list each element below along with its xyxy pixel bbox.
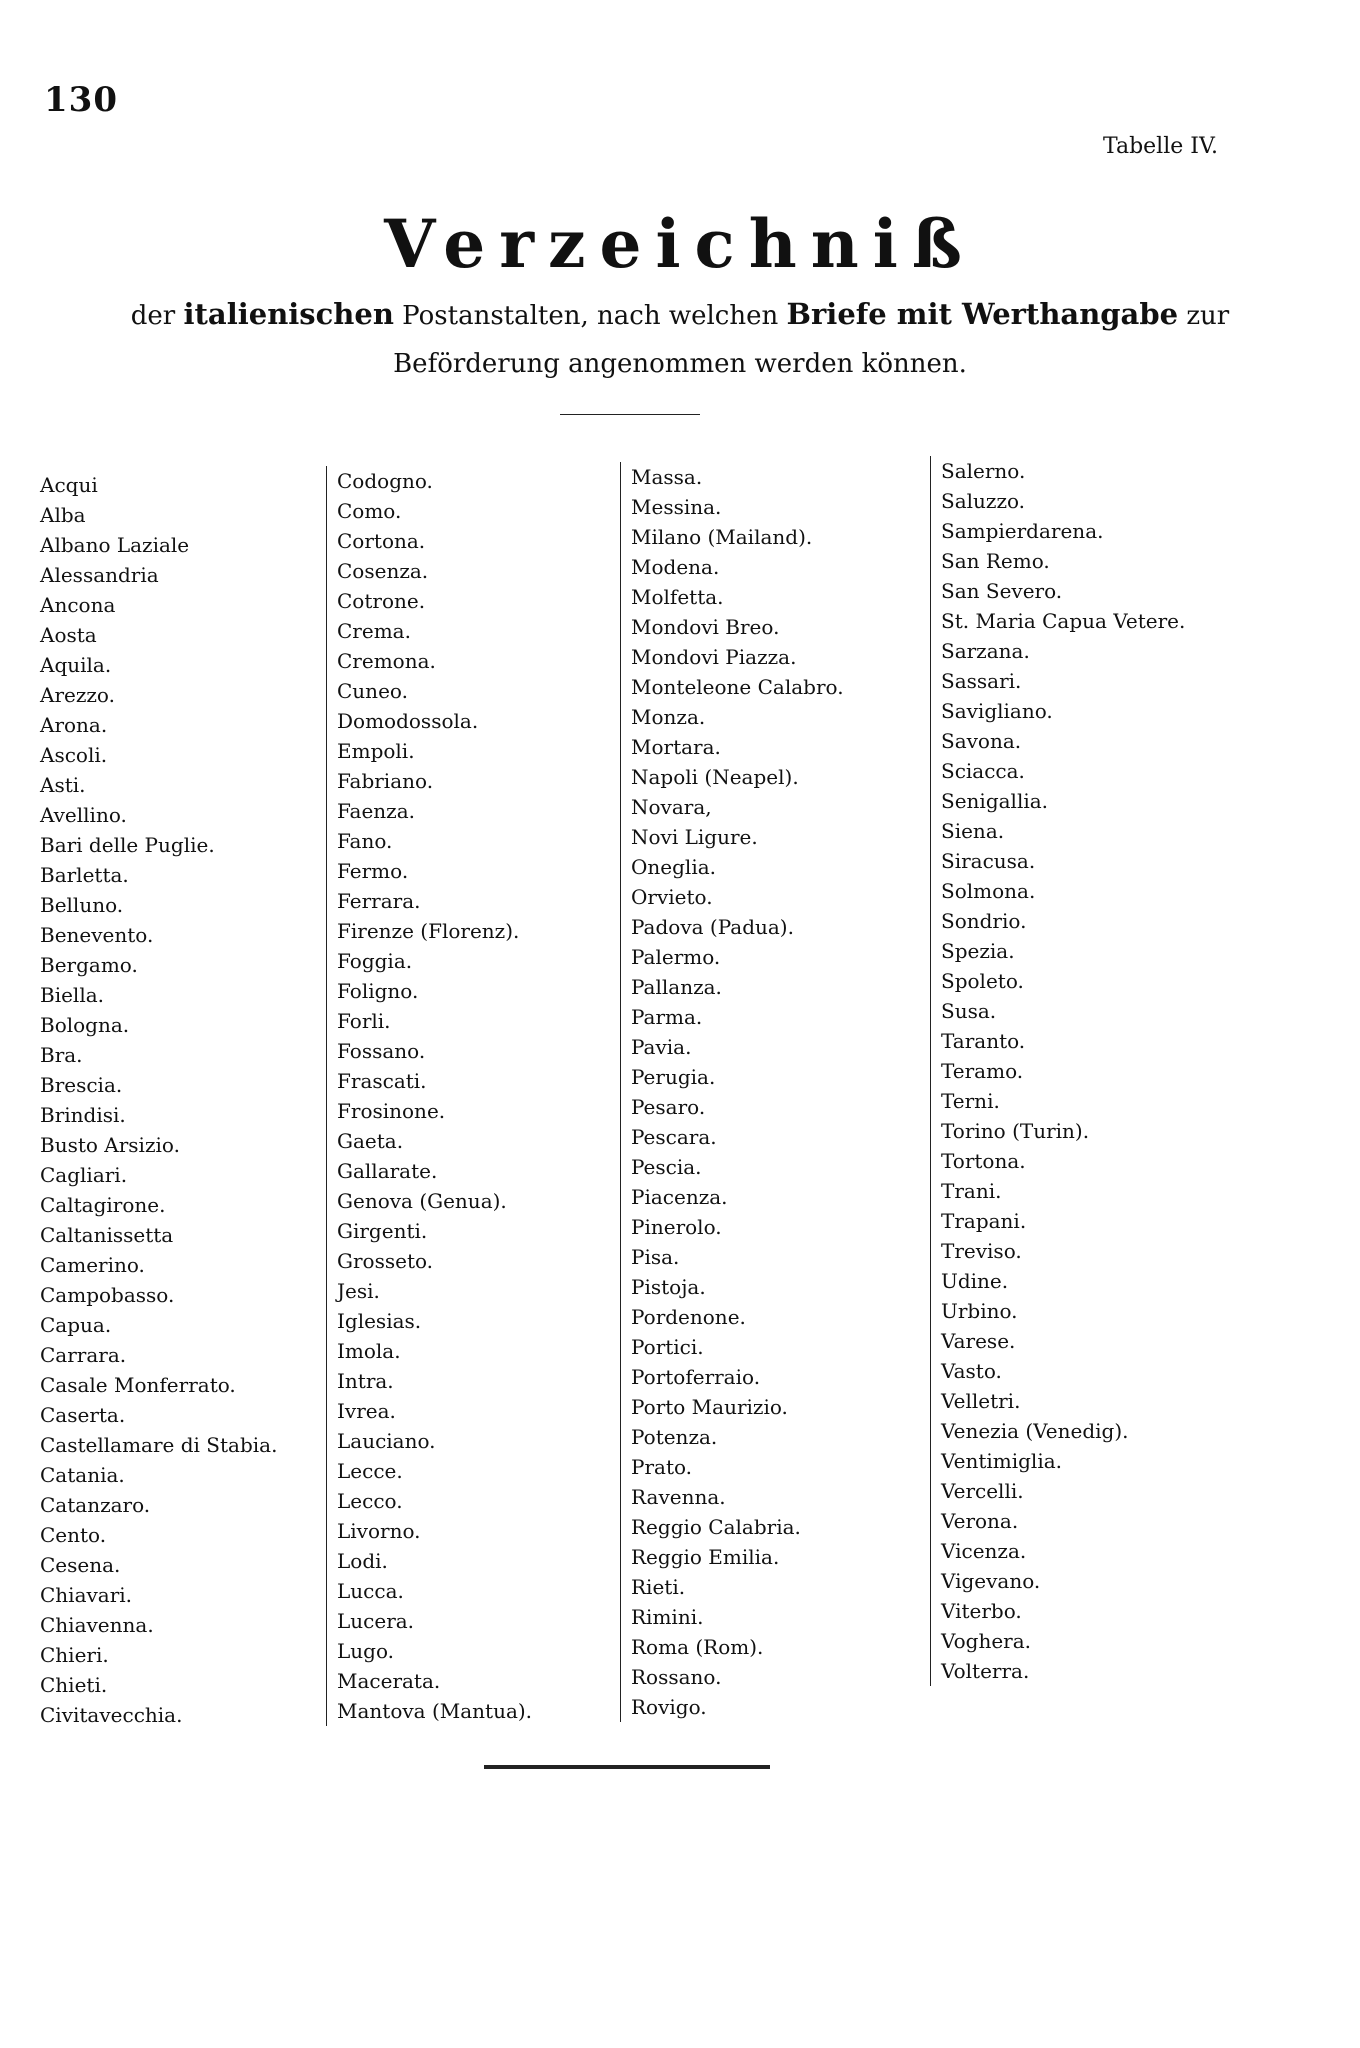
list-item: Ancona (40, 593, 116, 617)
list-item: Trapani. (941, 1209, 1027, 1233)
list-item: Lauciano. (337, 1429, 436, 1453)
list-item: Lucca. (337, 1579, 404, 1603)
list-item: Firenze (Florenz). (337, 919, 520, 943)
list-item: Fano. (337, 829, 393, 853)
list-item: Viterbo. (941, 1599, 1022, 1623)
list-item: Forli. (337, 1009, 391, 1033)
list-item: Tortona. (941, 1149, 1026, 1173)
list-item: Intra. (337, 1369, 394, 1393)
list-item: Potenza. (631, 1425, 718, 1449)
list-item: Portici. (631, 1335, 704, 1359)
list-item: Sampierdarena. (941, 519, 1104, 543)
list-item: Cagliari. (40, 1163, 128, 1187)
list-item: Catanzaro. (40, 1493, 151, 1517)
list-item: Genova (Genua). (337, 1189, 507, 1213)
list-item: Caltagirone. (40, 1193, 166, 1217)
list-item: San Severo. (941, 579, 1063, 603)
list-item: Taranto. (941, 1029, 1026, 1053)
list-item: Susa. (941, 999, 997, 1023)
table-label: Tabelle IV. (1103, 134, 1218, 159)
list-item: Perugia. (631, 1065, 716, 1089)
list-item: Milano (Mailand). (631, 525, 813, 549)
list-item: Messina. (631, 495, 722, 519)
list-item: Treviso. (941, 1239, 1022, 1263)
list-item: Senigallia. (941, 789, 1049, 813)
list-item: Cuneo. (337, 679, 408, 703)
list-item: Caserta. (40, 1403, 126, 1427)
list-item: Camerino. (40, 1253, 145, 1277)
list-item: Chieri. (40, 1643, 109, 1667)
list-item: Pescara. (631, 1125, 717, 1149)
list-item: Ferrara. (337, 889, 421, 913)
list-item: Rimini. (631, 1605, 704, 1629)
list-item: Campobasso. (40, 1283, 175, 1307)
list-item: Benevento. (40, 923, 154, 947)
list-item: Albano Laziale (40, 533, 190, 557)
list-item: Mondovi Breo. (631, 615, 780, 639)
list-item: Pescia. (631, 1155, 702, 1179)
list-item: Foggia. (337, 949, 413, 973)
bottom-rule (484, 1765, 770, 1769)
list-item: Brescia. (40, 1073, 123, 1097)
list-item: Spezia. (941, 939, 1015, 963)
list-item: Macerata. (337, 1669, 441, 1693)
subtitle-part3: zur (1178, 301, 1230, 331)
column-3 (620, 462, 844, 1722)
list-item: Siena. (941, 819, 1005, 843)
list-item: Terni. (941, 1089, 1000, 1113)
list-item: Bologna. (40, 1013, 130, 1037)
list-item: Massa. (631, 465, 703, 489)
list-item: Pinerolo. (631, 1215, 722, 1239)
list-item: Novara, (631, 795, 712, 819)
list-item: Crema. (337, 619, 411, 643)
list-item: Pisa. (631, 1245, 680, 1269)
list-item: Porto Maurizio. (631, 1395, 788, 1419)
list-item: Biella. (40, 983, 105, 1007)
list-item: Cosenza. (337, 559, 429, 583)
list-item: Caltanissetta (40, 1223, 174, 1247)
list-item: Orvieto. (631, 885, 713, 909)
list-item: Rieti. (631, 1575, 686, 1599)
list-item: Lodi. (337, 1549, 388, 1573)
subtitle-line2: Beförderung angenommen werden können. (393, 349, 967, 379)
list-item: Rossano. (631, 1665, 722, 1689)
list-item: Sciacca. (941, 759, 1025, 783)
list-item: Brindisi. (40, 1103, 126, 1127)
list-item: Volterra. (941, 1659, 1030, 1683)
list-item: Napoli (Neapel). (631, 765, 799, 789)
list-item: Ascoli. (40, 743, 108, 767)
list-item: Velletri. (941, 1389, 1021, 1413)
list-item: Frosinone. (337, 1099, 446, 1123)
list-item: St. Maria Capua Vetere. (941, 609, 1186, 633)
list-item: Parma. (631, 1005, 703, 1029)
list-item: Acqui (40, 473, 98, 497)
subtitle-part1: der (130, 301, 184, 331)
list-item: Mondovi Piazza. (631, 645, 797, 669)
list-item: Portoferraio. (631, 1365, 761, 1389)
list-item: Fabriano. (337, 769, 434, 793)
list-item: Foligno. (337, 979, 419, 1003)
list-item: Torino (Turin). (941, 1119, 1090, 1143)
subtitle (80, 290, 1280, 388)
list-item: Belluno. (40, 893, 124, 917)
list-item: Bari delle Puglie. (40, 833, 215, 857)
subtitle-part2: Postanstalten, nach welchen (393, 301, 787, 331)
list-item: Grosseto. (337, 1249, 434, 1273)
page-title: Verzeichniß (384, 205, 976, 283)
list-item: Aquila. (40, 653, 112, 677)
list-item: Ravenna. (631, 1485, 726, 1509)
list-item: Monteleone Calabro. (631, 675, 844, 699)
list-item: Solmona. (941, 879, 1036, 903)
list-item: Civitavecchia. (40, 1703, 183, 1727)
list-item: Arona. (40, 713, 108, 737)
column-2 (326, 466, 532, 1726)
list-item: Fermo. (337, 859, 409, 883)
page-number: 130 (44, 80, 118, 120)
list-item: Cotrone. (337, 589, 426, 613)
list-item: Chiavenna. (40, 1613, 154, 1637)
list-item: Chieti. (40, 1673, 108, 1697)
subtitle-bold1: italienischen (183, 297, 394, 331)
list-item: Prato. (631, 1455, 693, 1479)
list-item: Avellino. (40, 803, 127, 827)
list-item: Lucera. (337, 1609, 415, 1633)
list-item: Domodossola. (337, 709, 479, 733)
list-item: Molfetta. (631, 585, 724, 609)
list-item: Savona. (941, 729, 1022, 753)
list-item: Piacenza. (631, 1185, 728, 1209)
list-item: Busto Arsizio. (40, 1133, 180, 1157)
column-1 (40, 470, 277, 1730)
list-item: Alessandria (40, 563, 159, 587)
list-item: Pavia. (631, 1035, 692, 1059)
list-item: Gaeta. (337, 1129, 404, 1153)
list-item: Livorno. (337, 1519, 421, 1543)
list-item: Oneglia. (631, 855, 716, 879)
list-item: Cortona. (337, 529, 426, 553)
list-item: Ventimiglia. (941, 1449, 1062, 1473)
list-item: Palermo. (631, 945, 721, 969)
list-item: Teramo. (941, 1059, 1024, 1083)
list-item: Sondrio. (941, 909, 1027, 933)
list-item: Castellamare di Stabia. (40, 1433, 278, 1457)
list-item: Empoli. (337, 739, 415, 763)
list-item: Trani. (941, 1179, 1002, 1203)
subtitle-bold2: Briefe mit Werthangabe (786, 297, 1179, 331)
list-item: Lecco. (337, 1489, 403, 1513)
list-item: Cento. (40, 1523, 107, 1547)
list-item: Sarzana. (941, 639, 1030, 663)
list-item: Savigliano. (941, 699, 1053, 723)
list-item: Faenza. (337, 799, 415, 823)
list-item: Vicenza. (941, 1539, 1027, 1563)
list-item: Lecce. (337, 1459, 403, 1483)
list-item: Bergamo. (40, 953, 138, 977)
list-item: Novi Ligure. (631, 825, 758, 849)
list-item: Spoleto. (941, 969, 1024, 993)
list-item: Cesena. (40, 1553, 121, 1577)
list-item: Venezia (Venedig). (941, 1419, 1129, 1443)
list-item: Jesi. (337, 1279, 380, 1303)
list-item: Reggio Calabria. (631, 1515, 801, 1539)
list-item: Ivrea. (337, 1399, 396, 1423)
list-item: Padova (Padua). (631, 915, 794, 939)
list-item: Verona. (941, 1509, 1019, 1533)
list-item: Mortara. (631, 735, 721, 759)
list-item: Gallarate. (337, 1159, 438, 1183)
list-item: Carrara. (40, 1343, 127, 1367)
list-item: Capua. (40, 1313, 112, 1337)
list-item: Monza. (631, 705, 706, 729)
list-item: Pesaro. (631, 1095, 706, 1119)
list-item: Salerno. (941, 459, 1026, 483)
list-item: San Remo. (941, 549, 1050, 573)
list-item: Udine. (941, 1269, 1009, 1293)
list-item: Como. (337, 499, 402, 523)
list-item: Chiavari. (40, 1583, 133, 1607)
list-item: Alba (40, 503, 86, 527)
list-item: Aosta (40, 623, 97, 647)
list-item: Catania. (40, 1463, 125, 1487)
list-item: Saluzzo. (941, 489, 1026, 513)
list-item: Reggio Emilia. (631, 1545, 780, 1569)
list-item: Lugo. (337, 1639, 395, 1663)
list-item: Pordenone. (631, 1305, 746, 1329)
list-item: Frascati. (337, 1069, 427, 1093)
column-4 (930, 456, 1185, 1686)
list-item: Mantova (Mantua). (337, 1699, 533, 1723)
list-item: Voghera. (941, 1629, 1032, 1653)
list-item: Codogno. (337, 469, 433, 493)
list-item: Pallanza. (631, 975, 722, 999)
list-item: Urbino. (941, 1299, 1018, 1323)
list-item: Casale Monferrato. (40, 1373, 236, 1397)
list-item: Iglesias. (337, 1309, 422, 1333)
list-item: Barletta. (40, 863, 129, 887)
list-item: Girgenti. (337, 1219, 428, 1243)
list-item: Pistoja. (631, 1275, 706, 1299)
list-item: Varese. (941, 1329, 1016, 1353)
list-item: Siracusa. (941, 849, 1036, 873)
top-rule (560, 414, 700, 415)
list-item: Vercelli. (941, 1479, 1024, 1503)
list-item: Sassari. (941, 669, 1022, 693)
list-item: Bra. (40, 1043, 83, 1067)
list-item: Fossano. (337, 1039, 426, 1063)
list-item: Imola. (337, 1339, 401, 1363)
list-item: Vigevano. (941, 1569, 1041, 1593)
list-item: Rovigo. (631, 1695, 707, 1719)
list-item: Cremona. (337, 649, 436, 673)
list-item: Asti. (40, 773, 86, 797)
list-item: Arezzo. (40, 683, 115, 707)
list-item: Modena. (631, 555, 720, 579)
list-item: Roma (Rom). (631, 1635, 764, 1659)
list-item: Vasto. (941, 1359, 1002, 1383)
